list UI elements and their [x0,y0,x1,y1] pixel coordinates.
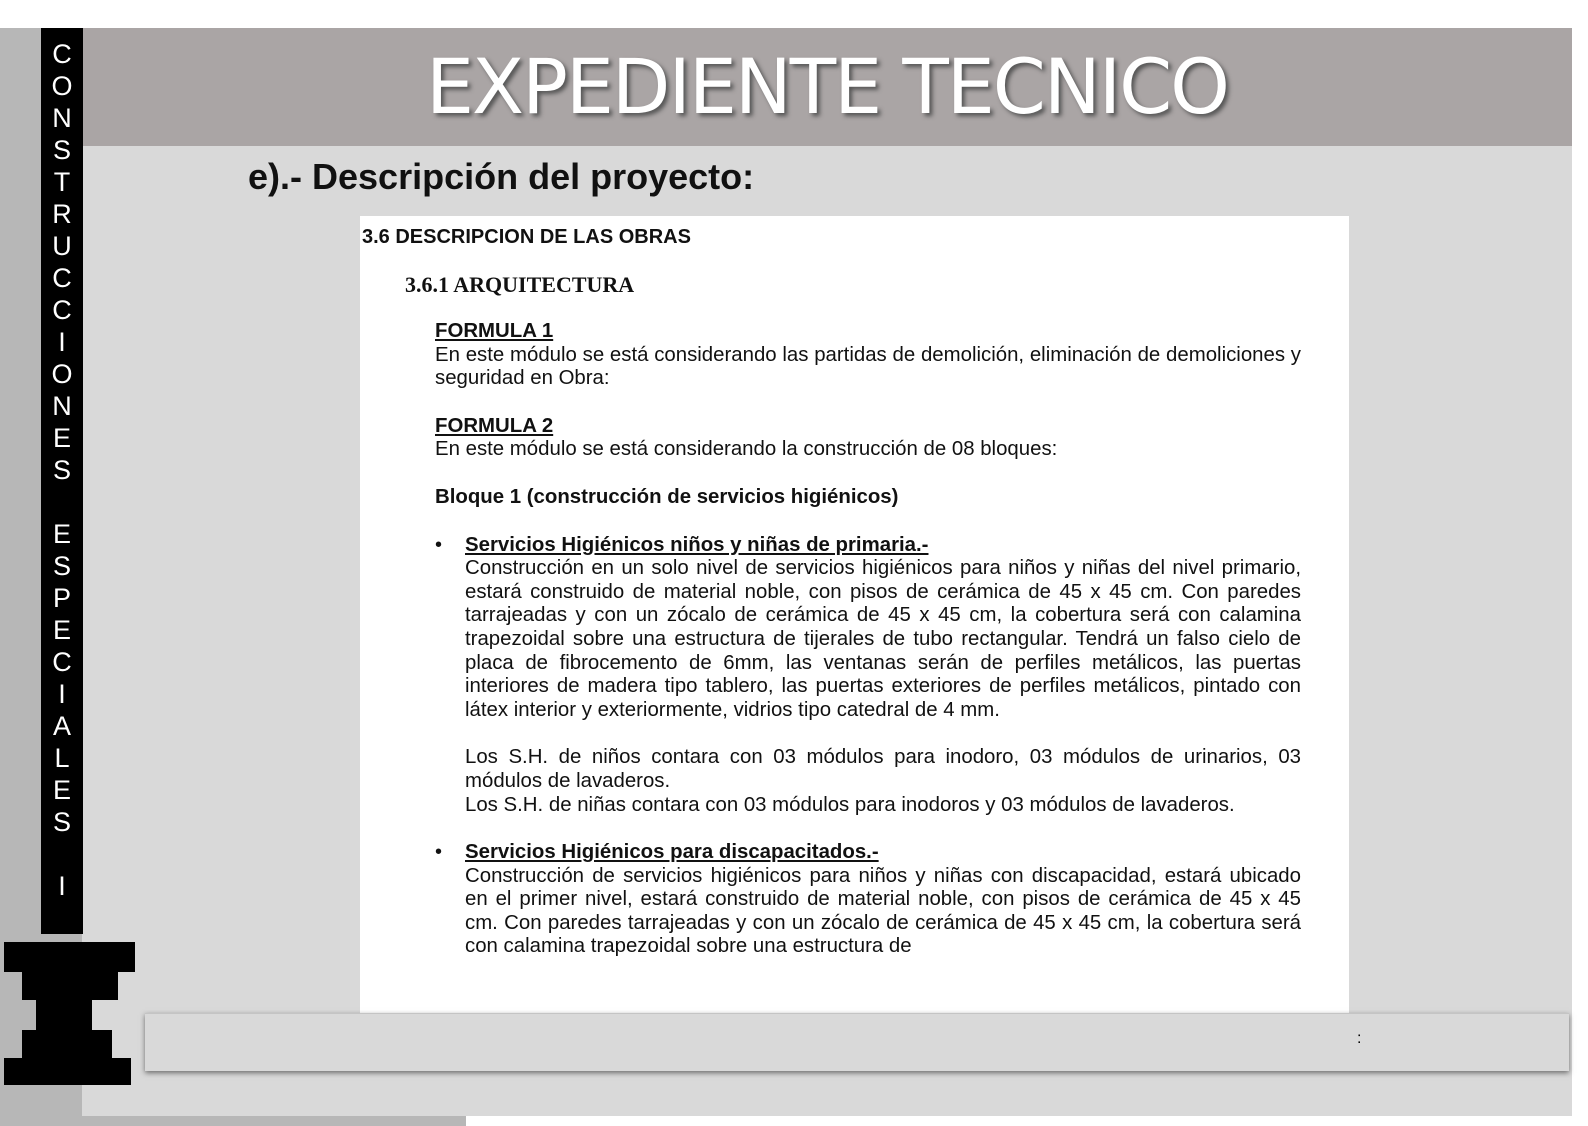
logo-neck [36,1000,92,1030]
vertical-letter: E [52,423,71,453]
formula-1-title: FORMULA 1 [435,320,554,342]
bullet-title: Servicios Higiénicos para discapacitados.- [465,841,879,864]
formula-2-title: FORMULA 2 [435,414,554,437]
vertical-letter: A [52,711,71,741]
bullet-text-extra: Los S.H. de niños contara con 03 módulos para inodoro, 03 módulos de urinarios, 03 módulos de lavaderos. [465,746,1301,792]
vertical-letter: E [52,775,71,805]
vertical-letter: U [52,231,72,261]
logo-top-bar [4,942,135,972]
vertical-letter: S [52,135,71,165]
bullet-text: Construcción de servicios higiénicos para niños y niñas con discapacidad, estará ubicado en el primer nivel, estará construido de material noble, con pisos de cerámica de 45 x 45 cm. Con paredes tarrajeadas y con un zócalo de cerámica de 45 x 45 cm, la cobertura será con calamina trapezoidal sobre una estructura de [465,864,1301,958]
vertical-letter: N [52,391,72,421]
block-1-title: Bloque 1 (construcción de servicios higiénicos) [435,485,899,508]
vertical-letter [41,486,83,518]
bullet-marker: • [435,841,443,864]
vertical-letter: C [52,39,72,69]
vertical-letter: P [52,583,71,613]
vertical-letter: E [52,519,71,549]
vertical-company-name [41,28,83,934]
doc-body [435,320,1301,959]
document-excerpt [360,216,1349,1013]
vertical-letter: L [54,743,70,773]
doc-heading-2: 3.6.1 ARQUITECTURA [405,272,635,297]
vertical-letter: S [52,455,71,485]
bullet-marker: • [435,533,443,556]
logo-base [4,1058,131,1085]
vertical-letter [41,838,83,870]
vertical-letter: I [58,871,66,901]
bullet-item [435,841,1301,959]
section-heading: e).- Descripción del proyecto: [248,156,755,197]
vertical-letter: N [52,103,72,133]
vertical-letter: I [58,327,66,357]
bullet-title: Servicios Higiénicos niños y niñas de primaria.- [465,533,929,556]
bullet-item [435,534,1301,818]
vertical-letter: C [52,295,72,325]
slide-title: EXPEDIENTE TECNICO [425,42,1228,131]
doc-heading-1: 3.6 DESCRIPCION DE LAS OBRAS [362,226,691,248]
vertical-letter: R [52,199,72,229]
vertical-letter: E [52,615,71,645]
formula-1-text: En este módulo se está considerando las partidas de demolición, eliminación de demoliciones y seguridad en Obra: [435,343,1301,390]
vertical-letter: I [58,679,66,709]
bullet-text: Construcción en un solo nivel de servicios higiénicos para niños y niñas del nivel primario, estará construido de material noble, con pisos de cerámica de 45 x 45 cm. Con paredes tarrajeadas y con un zócalo de cerámica de 45 x 45 cm, la cobertura será con calamina trapezoidal sobre una estructura de tijerales de tubo rectangular. Tendrá un falso cielo de placa de fibrocemento de 6mm, las ventanas serán de perfiles metálicos, las puertas interiores de madera tipo tablero, las puertas exteriores de perfiles metálicos, pintado con látex interior y exteriormente, vidrios tipo catedral de 4 mm. [465,557,1301,721]
logo-lower-stem [22,1030,112,1060]
footer-mark: : [1357,1030,1362,1047]
bullet-text-extra: Los S.H. de niñas contara con 03 módulos para inodoros y 03 módulos de lavaderos. [465,793,1235,816]
vertical-letter: O [51,71,73,101]
vertical-letter: S [52,807,71,837]
vertical-letter: T [53,167,71,197]
vertical-letter: O [51,359,73,389]
formula-2-text: En este módulo se está considerando la construcción de 08 bloques: [435,438,1058,461]
vertical-letter: S [52,551,71,581]
logo-upper-stem [22,970,118,1000]
vertical-letter: C [52,263,72,293]
vertical-letter: C [52,647,72,677]
footer-bar [145,1013,1569,1071]
